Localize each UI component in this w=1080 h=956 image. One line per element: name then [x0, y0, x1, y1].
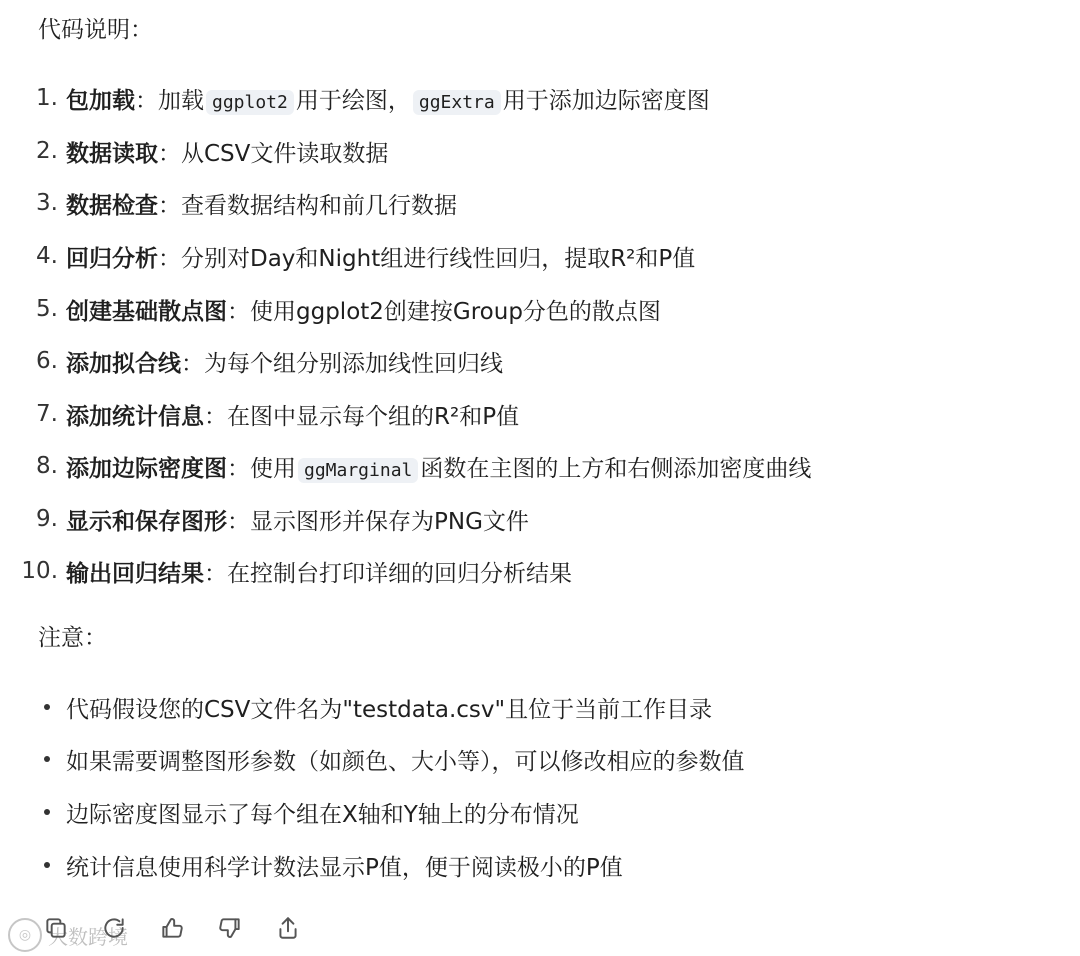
list-item [0, 689, 1000, 725]
list-item-body: 用于添加边际密度图 [502, 87, 710, 114]
thumbs-down-icon [217, 915, 243, 941]
list-item-text [66, 135, 388, 168]
list-item [0, 80, 1000, 116]
list-item-text [66, 450, 811, 483]
list-item-title: 输出回归结果 [66, 560, 204, 587]
refresh-icon [101, 915, 127, 941]
regenerate-button[interactable] [94, 908, 134, 948]
list-item-body: 用于绘图， [295, 87, 411, 114]
list-item-text [66, 82, 710, 115]
list-item [0, 238, 1000, 274]
list-item [0, 185, 1000, 221]
list-item-text [66, 503, 529, 536]
list-item-number: 6. [36, 348, 58, 374]
thumbs-up-button[interactable] [152, 908, 192, 948]
list-item [0, 553, 1000, 589]
watermark-logo-icon: ◎ [8, 918, 42, 952]
list-item-number: 8. [36, 453, 58, 479]
list-item-title: 显示和保存图形 [66, 508, 227, 535]
list-item-body: 从CSV文件读取数据 [181, 140, 389, 167]
list-item [0, 448, 1000, 484]
list-item-separator: ： [227, 455, 250, 482]
list-item-text: 统计信息使用科学计数法显示P值，便于阅读极小的P值 [66, 854, 623, 881]
list-item [0, 343, 1000, 379]
bullet-icon [44, 862, 50, 868]
list-item-title: 回归分析 [66, 245, 158, 272]
list-item-separator: ： [135, 87, 158, 114]
thumbs-up-icon [159, 915, 185, 941]
inline-code: ggExtra [413, 90, 501, 115]
list-item-body: 函数在主图的上方和右侧添加密度曲线 [420, 455, 812, 482]
list-item [0, 741, 1000, 777]
list-item [0, 847, 1000, 883]
list-item-title: 数据检查 [66, 192, 158, 219]
list-item-separator: ： [227, 508, 250, 535]
list-item-body: 显示图形并保存为PNG文件 [250, 508, 529, 535]
bullet-icon [44, 704, 50, 710]
list-item-body: 分别对Day和Night组进行线性回归，提取R²和P值 [181, 245, 696, 272]
list-item-text: 代码假设您的CSV文件名为"testdata.csv"且位于当前工作目录 [66, 696, 713, 723]
notes-heading: 注意： [38, 625, 107, 651]
list-item-separator: ： [158, 245, 181, 272]
list-item [0, 396, 1000, 432]
list-item-title: 创建基础散点图 [66, 298, 227, 325]
list-item-separator: ： [158, 140, 181, 167]
list-item-number: 5. [36, 296, 58, 322]
list-item [0, 501, 1000, 537]
inline-code: ggMarginal [298, 458, 418, 483]
list-item-title: 添加拟合线 [66, 350, 181, 377]
list-item-body: 查看数据结构和前几行数据 [181, 192, 457, 219]
list-item [0, 133, 1000, 169]
list-item-number: 1. [36, 85, 58, 111]
list-item-number: 9. [36, 506, 58, 532]
list-item-text [66, 398, 519, 431]
list-item-text: 如果需要调整图形参数（如颜色、大小等），可以修改相应的参数值 [66, 748, 745, 775]
bullet-icon [44, 756, 50, 762]
list-item-number: 2. [36, 138, 58, 164]
list-item-separator: ： [181, 350, 204, 377]
list-item [0, 794, 1000, 830]
list-item-separator: ： [158, 192, 181, 219]
list-item-number: 4. [36, 243, 58, 269]
list-item-text: 边际密度图显示了每个组在X轴和Y轴上的分布情况 [66, 801, 579, 828]
list-item-number: 10. [21, 558, 58, 584]
list-item-body: 使用ggplot2创建按Group分色的散点图 [250, 298, 661, 325]
list-item-text [66, 345, 503, 378]
copy-icon [43, 915, 69, 941]
share-icon [275, 915, 301, 941]
list-item-title: 添加边际密度图 [66, 455, 227, 482]
list-item-separator: ： [204, 403, 227, 430]
intro-heading: 代码说明： [38, 17, 153, 43]
list-item-body: 在控制台打印详细的回归分析结果 [227, 560, 572, 587]
copy-button[interactable] [36, 908, 76, 948]
bullet-icon [44, 809, 50, 815]
watermark-text: 大数跨境 [48, 924, 128, 949]
list-item [0, 291, 1000, 327]
list-item-body: 为每个组分别添加线性回归线 [204, 350, 503, 377]
list-item-number: 7. [36, 401, 58, 427]
list-item-title: 数据读取 [66, 140, 158, 167]
list-item-body: 在图中显示每个组的R²和P值 [227, 403, 520, 430]
list-item-text [66, 555, 572, 588]
list-item-title: 包加载 [66, 87, 135, 114]
list-item-title: 添加统计信息 [66, 403, 204, 430]
inline-code: ggplot2 [206, 90, 294, 115]
list-item-number: 3. [36, 190, 58, 216]
thumbs-down-button[interactable] [210, 908, 250, 948]
list-item-body: 加载 [158, 87, 204, 114]
list-item-text [66, 187, 457, 220]
share-button[interactable] [268, 908, 308, 948]
list-item-separator: ： [227, 298, 250, 325]
list-item-separator: ： [204, 560, 227, 587]
message-actions [36, 908, 326, 948]
list-item-text [66, 240, 695, 273]
list-item-body: 使用 [250, 455, 296, 482]
list-item-text [66, 293, 661, 326]
